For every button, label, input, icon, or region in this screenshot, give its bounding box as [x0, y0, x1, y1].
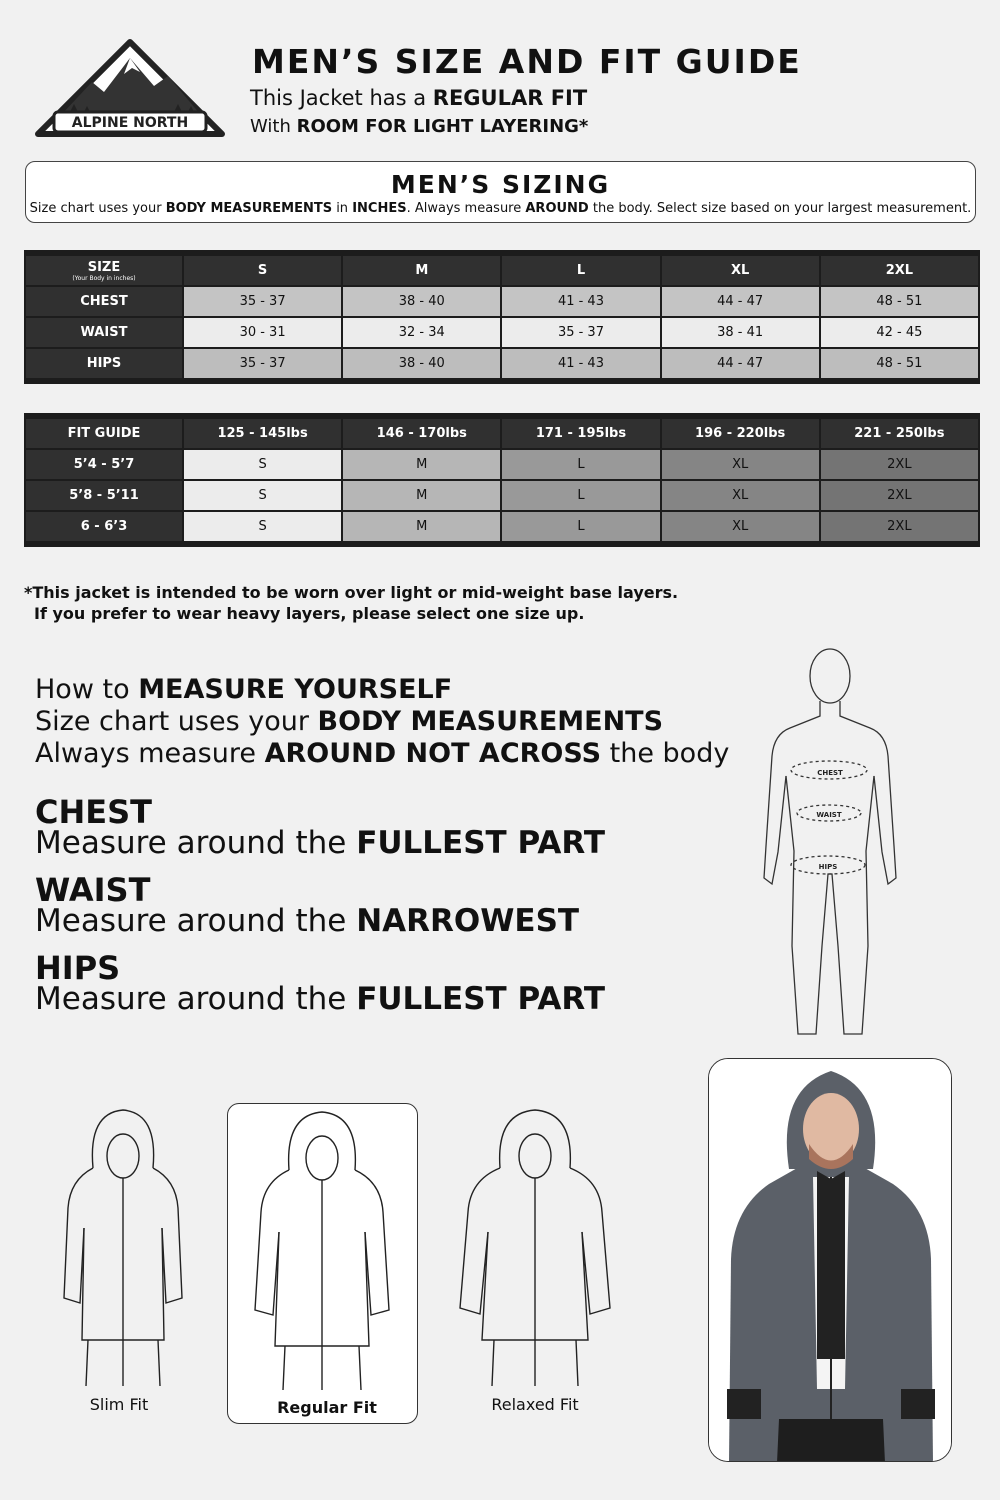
size-col-m: M [343, 256, 500, 285]
height-label: 5’8 - 5’11 [26, 481, 182, 510]
size-table [24, 250, 980, 384]
sizing-header-box [25, 161, 976, 223]
table-cell: 38 - 40 [343, 287, 500, 316]
table-row [26, 287, 978, 316]
layering-subtitle: With ROOM FOR LIGHT LAYERING* [250, 116, 589, 137]
row-label-chest: CHEST [26, 287, 182, 316]
table-cell: L [502, 450, 659, 479]
sizing-note: Size chart uses your BODY MEASUREMENTS in INCHES. Always measure AROUND the body. Select size based on your largest measurement. [29, 201, 972, 216]
row-label-waist: WAIST [26, 318, 182, 347]
table-cell: 35 - 37 [184, 287, 341, 316]
figure-label-hips: HIPS [818, 863, 838, 871]
table-cell: 48 - 51 [821, 349, 978, 378]
table-cell: 38 - 41 [662, 318, 819, 347]
slim-fit-label: Slim Fit [89, 1395, 149, 1414]
table-cell: 32 - 34 [343, 318, 500, 347]
table-cell: 2XL [821, 450, 978, 479]
table-cell: 2XL [821, 481, 978, 510]
height-label: 6 - 6’3 [26, 512, 182, 541]
table-cell: L [502, 512, 659, 541]
fit-head-cell: FIT GUIDE [26, 419, 182, 448]
weight-col: 171 - 195lbs [502, 419, 659, 448]
figure-label-chest: CHEST [817, 769, 843, 777]
table-cell: 41 - 43 [502, 287, 659, 316]
height-label: 5’4 - 5’7 [26, 450, 182, 479]
table-row [26, 349, 978, 378]
table-cell: XL [662, 512, 819, 541]
size-col-s: S [184, 256, 341, 285]
jacket-photo [708, 1058, 952, 1462]
table-cell: 44 - 47 [662, 349, 819, 378]
table-cell: S [184, 481, 341, 510]
hips-instruction: HIPS Measure around the FULLEST PART [35, 949, 605, 1017]
table-cell: 35 - 37 [184, 349, 341, 378]
figure-label-waist: WAIST [816, 811, 842, 819]
regular-fit-label: Regular Fit [277, 1398, 377, 1417]
table-cell: 41 - 43 [502, 349, 659, 378]
size-col-2xl: 2XL [821, 256, 978, 285]
table-cell: S [184, 512, 341, 541]
fit-guide-table [24, 413, 980, 547]
table-row [26, 318, 978, 347]
fit-subtitle: This Jacket has a REGULAR FIT [250, 86, 588, 110]
sizing-title: MEN’S SIZING [390, 170, 611, 199]
layering-footnote: *This jacket is intended to be worn over light or mid-weight base layers. If you prefer to wear heavy layers, please select one size up. [24, 583, 679, 623]
regular-fit-illustration [237, 1110, 407, 1370]
table-cell: 2XL [821, 512, 978, 541]
table-cell: M [343, 512, 500, 541]
size-table-header [26, 256, 978, 285]
size-col-xl: XL [662, 256, 819, 285]
relaxed-fit-label: Relaxed Fit [491, 1395, 579, 1414]
table-row [26, 481, 978, 510]
table-cell: XL [662, 450, 819, 479]
table-cell: 38 - 40 [343, 349, 500, 378]
fit-table-header [26, 419, 978, 448]
chest-instruction: CHEST Measure around the FULLEST PART [35, 793, 605, 861]
table-cell: 48 - 51 [821, 287, 978, 316]
page-title: MEN’S SIZE AND FIT GUIDE [252, 42, 802, 81]
size-head-cell: SIZE (Your Body in inches) [26, 256, 182, 285]
table-cell: S [184, 450, 341, 479]
table-cell: 35 - 37 [502, 318, 659, 347]
measure-instructions: How to MEASURE YOURSELF Size chart uses your BODY MEASUREMENTS Always measure AROUND NOT ACROSS the body [35, 674, 730, 769]
weight-col: 146 - 170lbs [343, 419, 500, 448]
table-cell: 42 - 45 [821, 318, 978, 347]
weight-col: 196 - 220lbs [662, 419, 819, 448]
brand-logo [32, 36, 228, 140]
table-cell: L [502, 481, 659, 510]
table-cell: M [343, 481, 500, 510]
table-row [26, 512, 978, 541]
size-col-l: L [502, 256, 659, 285]
weight-col: 221 - 250lbs [821, 419, 978, 448]
waist-instruction: WAIST Measure around the NARROWEST [35, 871, 580, 939]
table-cell: 30 - 31 [184, 318, 341, 347]
relaxed-fit-illustration [450, 1108, 620, 1368]
table-row [26, 450, 978, 479]
weight-col: 125 - 145lbs [184, 419, 341, 448]
table-cell: M [343, 450, 500, 479]
table-cell: 44 - 47 [662, 287, 819, 316]
slim-fit-illustration [38, 1108, 208, 1368]
row-label-hips: HIPS [26, 349, 182, 378]
brand-name: ALPINE NORTH [71, 115, 189, 131]
table-cell: XL [662, 481, 819, 510]
body-measurement-figure [750, 646, 910, 1038]
